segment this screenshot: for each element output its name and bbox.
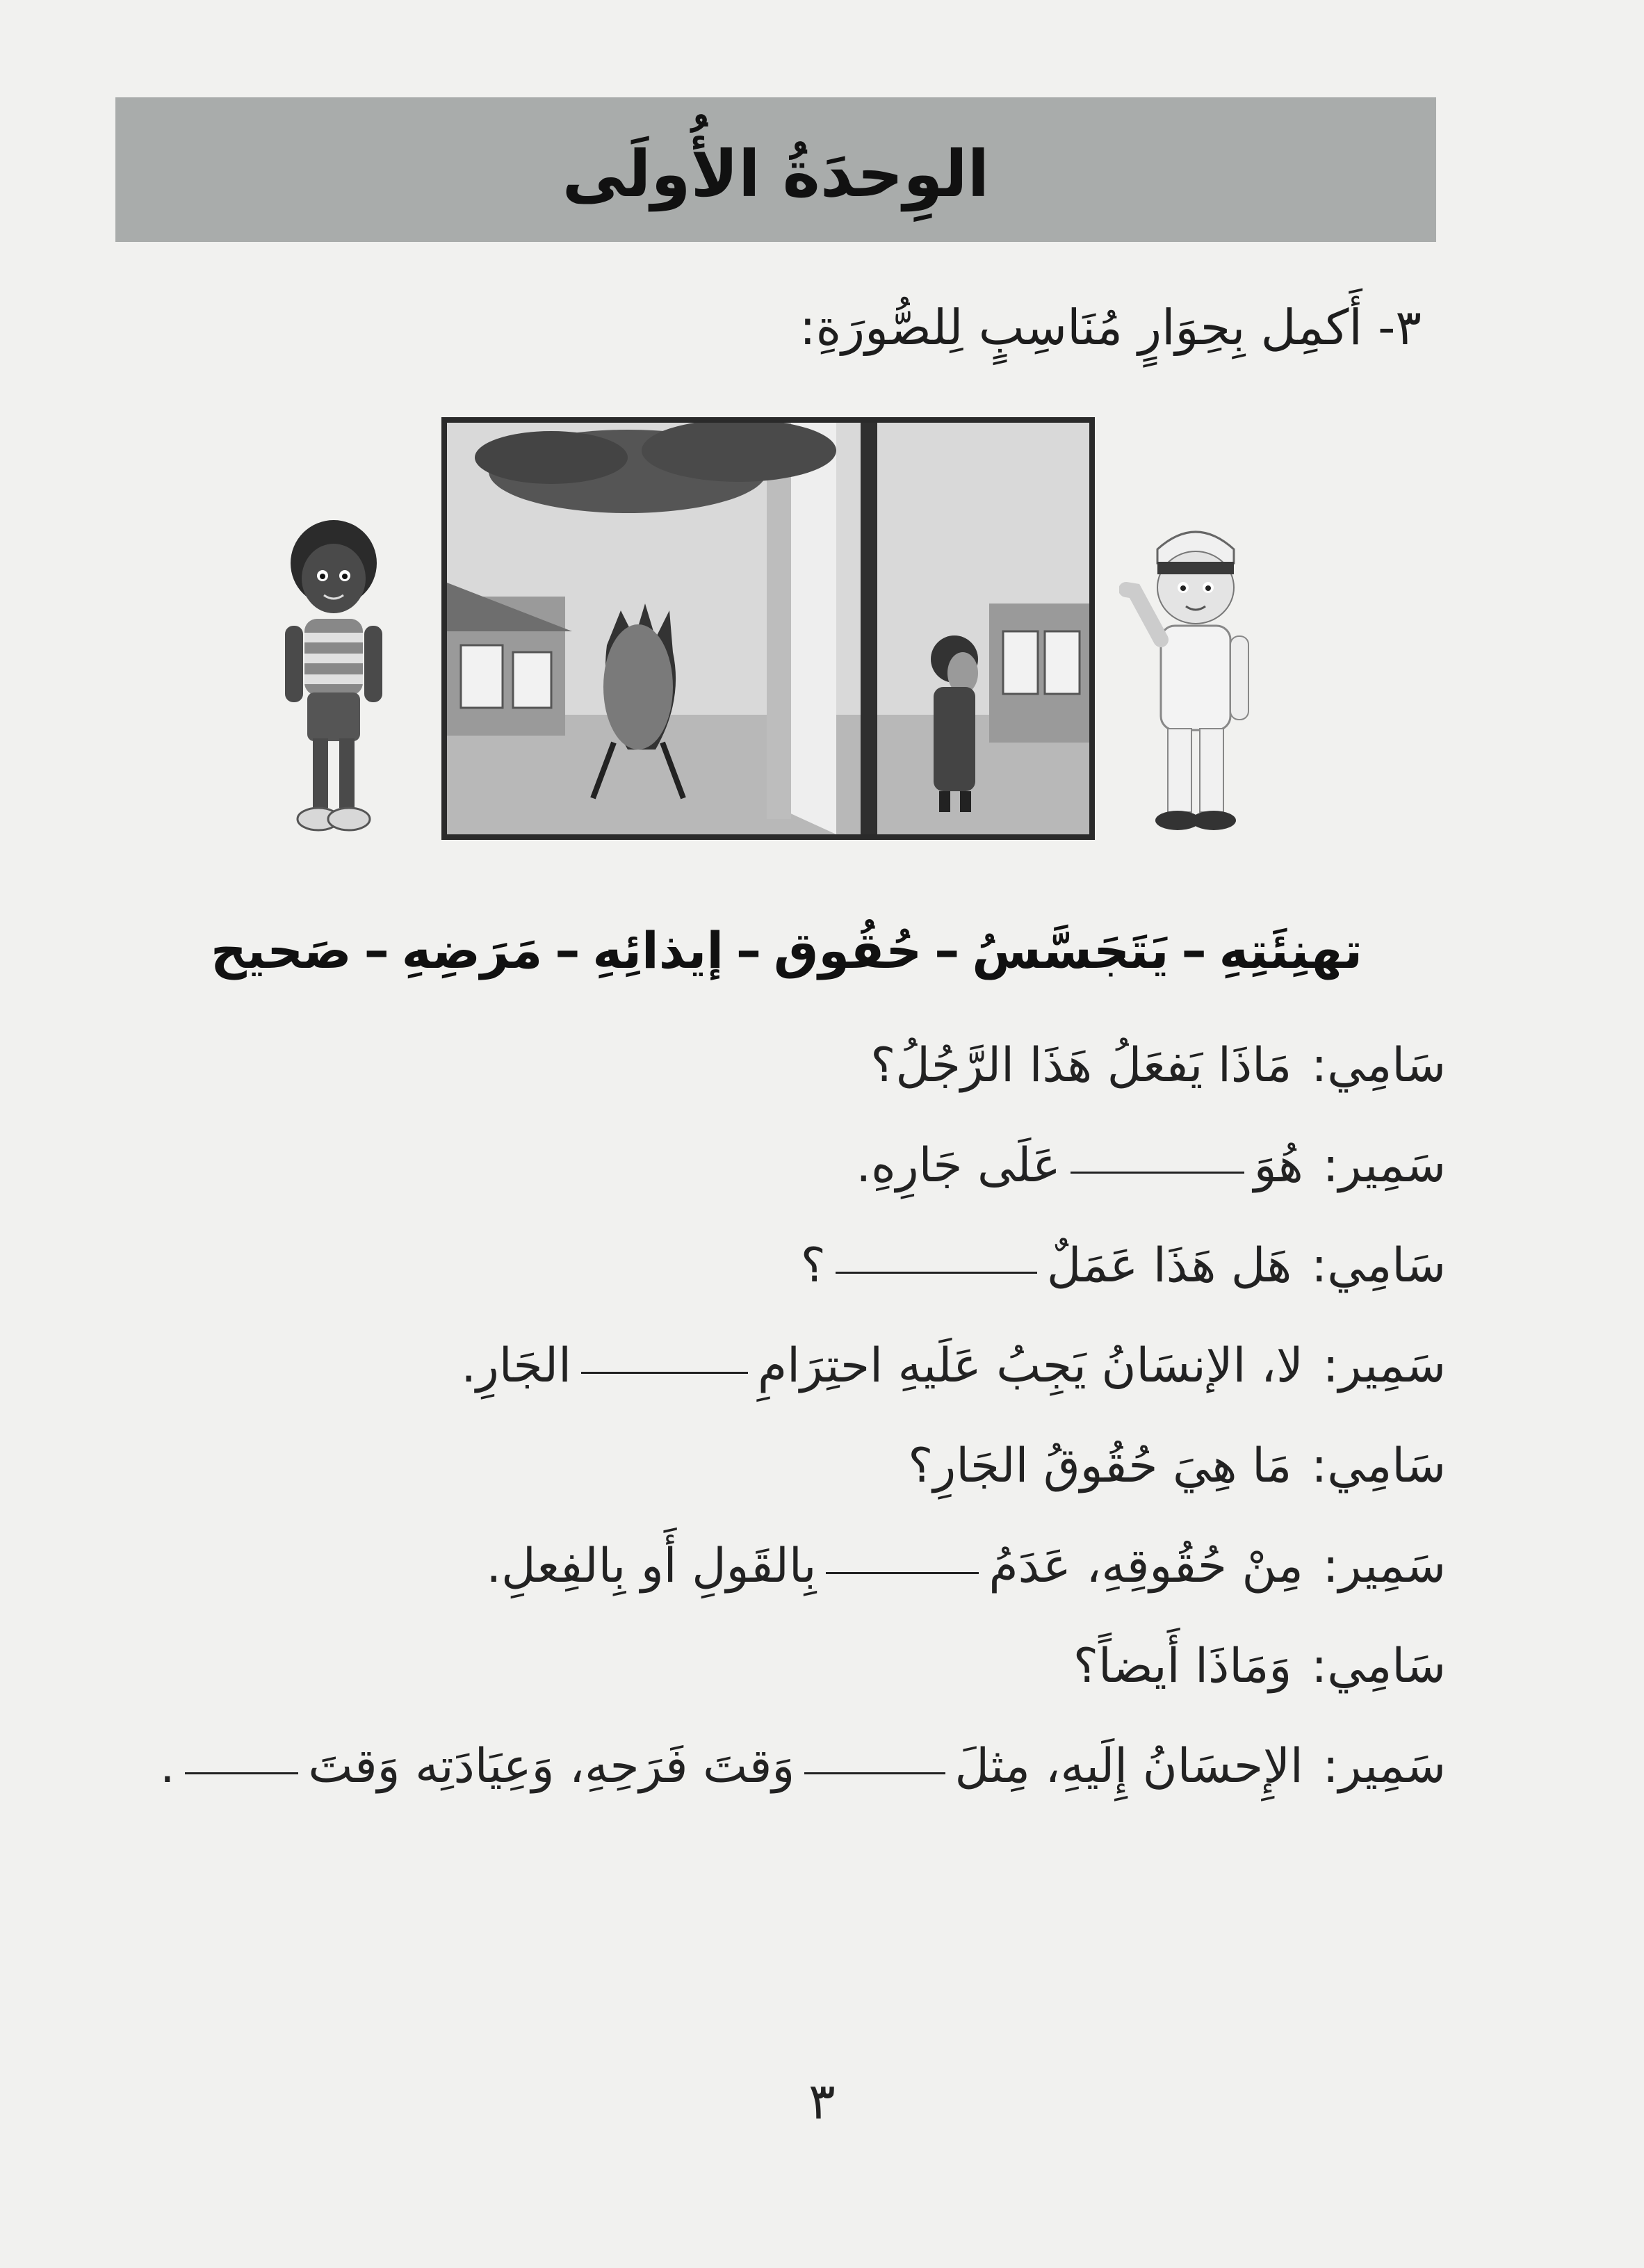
speaker-name: سَمِير: xyxy=(1322,1738,1446,1794)
speaker-name: سَامِي: xyxy=(1311,1438,1446,1493)
speaker-name: سَمِير: xyxy=(1322,1538,1446,1594)
word-bank-item: صَحيح xyxy=(210,921,352,980)
dialogue-line xyxy=(160,1516,1446,1616)
word-separator: – xyxy=(736,921,761,980)
answer-blank[interactable] xyxy=(185,1758,299,1774)
line-text: مَاذَا يَفعَلُ هَذَا الرَّجُلُ؟ xyxy=(870,1037,1292,1093)
line-text: مَا هِيَ حُقُوقُ الجَارِ؟ xyxy=(908,1438,1292,1493)
word-separator: – xyxy=(364,921,389,980)
unit-title: الوِحدَةُ الأُولَى xyxy=(562,136,990,211)
scene-picture xyxy=(441,417,1095,840)
line-text: هَل هَذَا عَمَلٌ xyxy=(1046,1238,1292,1293)
line-text: وَمَاذَا أَيضاً؟ xyxy=(1073,1638,1292,1694)
line-text-after: وَقتَ فَرَحِهِ، وَعِيَادَتِه وَقتَ xyxy=(308,1738,795,1794)
dialogue-line xyxy=(160,1616,1446,1716)
speaker-name: سَامِي: xyxy=(1311,1638,1446,1694)
speaker-name: سَامِي: xyxy=(1311,1238,1446,1293)
speaker-name: سَمِير: xyxy=(1322,1137,1446,1193)
exercise-instruction: ٣- أَكمِل بِحِوَارٍ مُنَاسِبٍ لِلصُّورَةِ: xyxy=(799,299,1422,356)
answer-blank[interactable] xyxy=(581,1358,748,1374)
answer-blank[interactable] xyxy=(1071,1158,1244,1174)
answer-blank[interactable] xyxy=(804,1758,945,1774)
word-bank-item: حُقُوق xyxy=(774,921,922,980)
line-text-after: ؟ xyxy=(800,1238,826,1293)
unit-header-banner xyxy=(115,97,1436,242)
word-bank-item: إيذائِهِ xyxy=(592,921,724,980)
dialogue-line xyxy=(160,1315,1446,1416)
boy-left-icon xyxy=(264,515,403,848)
answer-blank[interactable] xyxy=(836,1258,1037,1274)
word-separator: – xyxy=(555,921,580,980)
dialogue-line xyxy=(160,1716,1446,1816)
dialogue-line xyxy=(160,1115,1446,1215)
dialogue-line xyxy=(160,1015,1446,1115)
line-end-mark: . xyxy=(160,1738,175,1794)
dialogue-line xyxy=(160,1215,1446,1315)
exercise-illustration xyxy=(264,410,1307,869)
boy-right-icon xyxy=(1119,508,1272,855)
dialogue xyxy=(160,1015,1446,1816)
line-text-after: الجَارِ. xyxy=(461,1338,572,1393)
page-number: ٣ xyxy=(808,2072,836,2130)
word-bank xyxy=(211,921,1362,980)
dialogue-line xyxy=(160,1416,1446,1516)
speaker-name: سَامِي: xyxy=(1311,1037,1446,1093)
line-text-after: بِالقَولِ أَو بِالفِعلِ. xyxy=(486,1538,817,1594)
line-text: هُوَ xyxy=(1253,1137,1303,1193)
word-separator: – xyxy=(934,921,960,980)
word-bank-item: تهنِئَتِهِ xyxy=(1219,921,1362,980)
line-text: الإِحسَانُ إِلَيهِ، مِثلَ xyxy=(954,1738,1303,1794)
word-separator: – xyxy=(1181,921,1207,980)
word-bank-item: مَرَضِهِ xyxy=(401,921,543,980)
line-text-after: عَلَى جَارِهِ. xyxy=(856,1137,1061,1193)
word-bank-item: يَتَجَسَّسُ xyxy=(972,921,1169,980)
answer-blank[interactable] xyxy=(826,1558,979,1574)
speaker-name: سَمِير: xyxy=(1322,1338,1446,1393)
line-text: مِنْ حُقُوقِهِ، عَدَمُ xyxy=(988,1538,1303,1594)
line-text: لا، الإنسَانُ يَجِبُ عَلَيهِ احتِرَامِ xyxy=(758,1338,1303,1393)
